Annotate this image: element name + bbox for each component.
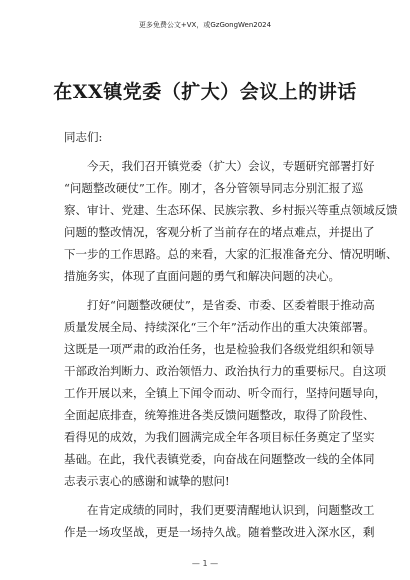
paragraph-3 bbox=[64, 499, 375, 543]
text-line: 工作开展以来，全镇上下闻令而动、听令而行，坚持问题导向， bbox=[64, 386, 386, 400]
page-number: — 1 — bbox=[191, 559, 219, 568]
document-body bbox=[64, 126, 398, 543]
text-line: 今天，我们召开镇党委（扩大）会议，专题研究部署打好 bbox=[87, 159, 375, 173]
text-line: 干部政治判断力、政治领悟力、政治执行力的重要标尺。自这项 bbox=[64, 364, 386, 378]
page-header: 更多免费公文+VX，或GzGongWen2024 bbox=[138, 21, 272, 29]
text-line: 作是一场攻坚战，更是一场持久战。随着整改进入深水区，剩 bbox=[64, 525, 375, 539]
salutation: 同志们: bbox=[64, 130, 103, 144]
text-line: 措施务实，体现了直面问题的勇气和解决问题的决心。 bbox=[64, 269, 340, 283]
text-line: 问题的整改情况，客观分析了当前存在的堵点难点，并提出了 bbox=[64, 225, 375, 239]
paragraph-2 bbox=[64, 294, 386, 492]
text-line: 看得见的成效，为我们圆满完成全年各项目标任务奠定了坚实 bbox=[64, 430, 375, 444]
text-line: 这既是一项严肃的政治任务，也是检验我们各级党组织和领导 bbox=[64, 342, 375, 356]
document-title: 在XX镇党委（扩大）会议上的讲话 bbox=[53, 81, 357, 103]
text-line: 打好“问题整改硬仗”，是省委、市委、区委着眼于推动高 bbox=[87, 298, 375, 312]
text-line: 在肯定成绩的同时，我们更要清醒地认识到，问题整改工 bbox=[87, 503, 375, 517]
text-line: 志表示衷心的感谢和诚挚的慰问! bbox=[64, 474, 230, 488]
text-line: “问题整改硬仗”工作。刚才，各分管领导同志分别汇报了巡 bbox=[64, 181, 364, 195]
text-line: 质量发展全局、持续深化“三个年”活动作出的重大决策部署。 bbox=[64, 320, 375, 334]
text-line: 下一步的工作思路。总的来看，大家的汇报准备充分、情况明晰、 bbox=[64, 247, 398, 261]
text-line: 全面起底排查，统筹推进各类反馈问题整改，取得了阶段性、 bbox=[64, 408, 375, 422]
paragraph-1 bbox=[64, 155, 398, 287]
text-line: 察、审计、党建、生态环保、民族宗教、乡村振兴等重点领域反馈 bbox=[64, 203, 398, 217]
text-line: 基础。在此，我代表镇党委，向奋战在问题整改一线的全体同 bbox=[64, 452, 375, 466]
